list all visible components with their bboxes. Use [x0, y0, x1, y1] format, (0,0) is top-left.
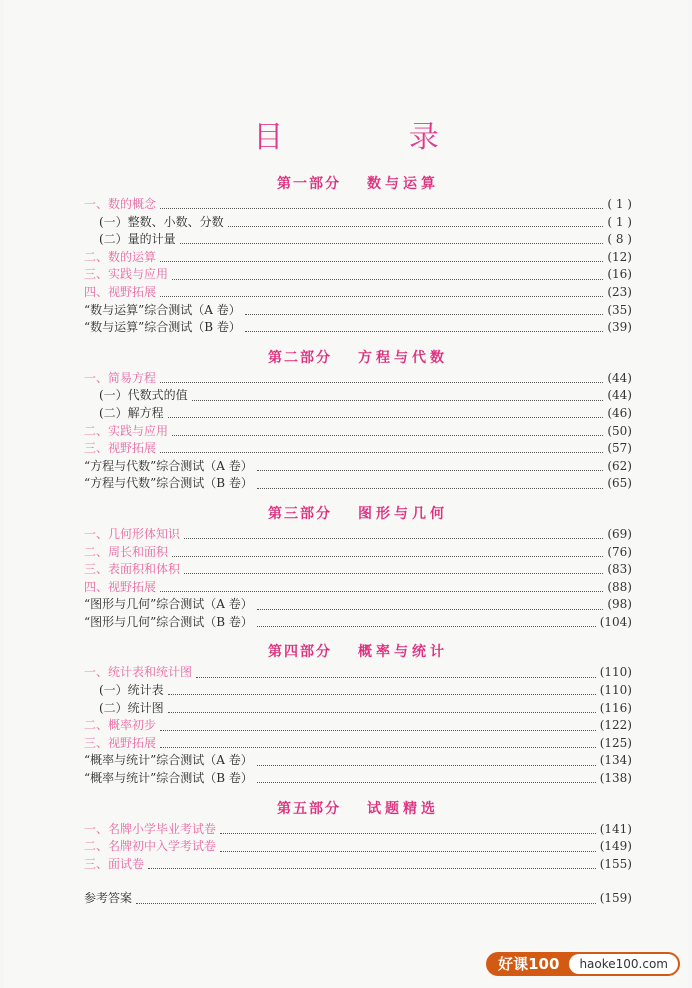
leader-dots	[168, 407, 604, 418]
toc-entry-label: “图形与几何”综合测试（A 卷）	[84, 597, 253, 612]
toc-page-number: ( 1 )	[607, 214, 632, 229]
leader-dots	[160, 251, 603, 262]
toc-page-number: (12)	[607, 249, 632, 264]
toc-page-number: ( 8 )	[607, 232, 632, 247]
toc-entry[interactable]	[84, 231, 632, 249]
toc-entry-label: 一、几何形体知识	[84, 526, 181, 541]
toc-entry[interactable]	[84, 838, 632, 856]
section-heading	[84, 793, 632, 821]
toc-entry-label: 一、名牌小学毕业考试卷	[84, 821, 217, 836]
toc-entry[interactable]	[84, 614, 632, 632]
section-name: 方程与代数	[358, 349, 448, 366]
toc-sections	[84, 168, 632, 878]
toc-page-number: (46)	[607, 405, 632, 420]
toc-page-number: (149)	[599, 839, 632, 854]
toc-entry-label: 三、实践与应用	[84, 267, 169, 282]
leader-dots	[172, 269, 603, 280]
leader-dots	[160, 372, 603, 383]
toc-entry[interactable]	[84, 284, 632, 302]
toc-entry[interactable]	[84, 214, 632, 232]
toc-entry-label: 三、视野拓展	[84, 735, 157, 750]
page-title: 目 录	[253, 120, 497, 155]
toc-entry-label: “数与运算”综合测试（B 卷）	[84, 320, 241, 335]
toc-entry-label: “方程与代数”综合测试（B 卷）	[84, 476, 253, 491]
toc-entry[interactable]	[84, 370, 632, 388]
toc-page-number: (98)	[607, 597, 632, 612]
section-heading	[84, 342, 632, 370]
toc-entry-label: 二、概率初步	[84, 718, 157, 733]
toc-entry-answers[interactable]	[84, 890, 632, 908]
toc-entry-label: 三、表面积和体积	[84, 562, 181, 577]
toc-page-number: (110)	[599, 683, 632, 698]
section-number: 第四部分	[268, 644, 332, 661]
toc-page-number: (141)	[599, 821, 632, 836]
toc-entry[interactable]	[84, 249, 632, 267]
section-name: 概率与统计	[358, 644, 448, 661]
section-heading	[84, 636, 632, 664]
toc-entry-label: 二、实践与应用	[84, 423, 169, 438]
table-of-contents	[84, 168, 632, 908]
toc-page-number: (65)	[607, 476, 632, 491]
leader-dots	[168, 684, 596, 695]
toc-entry[interactable]	[84, 856, 632, 874]
toc-entry[interactable]	[84, 664, 632, 682]
section-heading	[84, 498, 632, 526]
leader-dots	[257, 772, 596, 783]
section-number: 第三部分	[268, 505, 332, 522]
leader-dots	[160, 442, 603, 453]
toc-page-number: (122)	[599, 718, 632, 733]
toc-page-number: (134)	[599, 753, 632, 768]
toc-entry-label: “方程与代数”综合测试（A 卷）	[84, 458, 253, 473]
leader-dots	[245, 304, 604, 315]
toc-entry[interactable]	[84, 475, 632, 493]
leader-dots	[160, 720, 596, 731]
toc-entry[interactable]	[84, 682, 632, 700]
toc-entry-label: 参考答案	[84, 891, 133, 906]
section-number: 第五部分	[277, 800, 341, 817]
watermark-logo	[486, 952, 680, 976]
toc-entry[interactable]	[84, 700, 632, 718]
toc-entry-label: (一）统计表	[99, 683, 164, 698]
toc-entry-label: “图形与几何”综合测试（B 卷）	[84, 614, 253, 629]
section-name: 试题精选	[367, 800, 439, 817]
leader-dots	[245, 321, 603, 332]
toc-page-number: (159)	[599, 891, 632, 906]
toc-page-number: (16)	[607, 267, 632, 282]
leader-dots	[160, 198, 603, 209]
toc-page-number: (104)	[599, 614, 632, 629]
leader-dots	[196, 667, 596, 678]
leader-dots	[148, 858, 596, 869]
toc-entry-label: 一、数的概念	[84, 197, 157, 211]
toc-page-number: (44)	[607, 388, 632, 403]
toc-entry[interactable]	[84, 319, 632, 337]
leader-dots	[192, 390, 604, 401]
leader-dots	[180, 233, 604, 244]
toc-page-number: (125)	[599, 735, 632, 750]
leader-dots	[257, 616, 596, 627]
toc-entry[interactable]	[84, 440, 632, 458]
toc-page-number: (155)	[599, 856, 632, 871]
toc-entry[interactable]	[84, 302, 632, 320]
toc-page-number: (116)	[599, 700, 632, 715]
toc-entry[interactable]	[84, 423, 632, 441]
toc-entry[interactable]	[84, 821, 632, 839]
toc-page-number: (62)	[607, 458, 632, 473]
toc-entry-label: “概率与统计”综合测试（A 卷）	[84, 753, 253, 768]
toc-entry-label: 三、面试卷	[84, 856, 145, 871]
toc-entry-label: 四、视野拓展	[84, 284, 157, 299]
toc-page-number: (50)	[607, 423, 632, 438]
toc-page-number: (76)	[607, 544, 632, 559]
toc-entry-label: “概率与统计”综合测试（B 卷）	[84, 771, 253, 786]
toc-entry[interactable]	[84, 561, 632, 579]
leader-dots	[160, 286, 603, 297]
toc-entry-label: 三、视野拓展	[84, 441, 157, 456]
toc-entry[interactable]	[84, 735, 632, 753]
toc-entry-label: 四、视野拓展	[84, 579, 157, 594]
toc-page-number: (138)	[599, 771, 632, 786]
section-number: 第一部分	[277, 176, 341, 192]
toc-page-number: (35)	[607, 302, 632, 317]
leader-dots	[184, 563, 603, 574]
section-number: 第二部分	[268, 349, 332, 366]
toc-entry[interactable]	[84, 266, 632, 284]
leader-dots	[257, 478, 603, 489]
leader-dots	[184, 528, 603, 539]
toc-entry-label: (二）统计图	[99, 700, 164, 715]
leader-dots	[160, 737, 596, 748]
toc-entry[interactable]	[84, 526, 632, 544]
leader-dots	[257, 460, 604, 471]
toc-page-number: (57)	[607, 441, 632, 456]
toc-entry-label: (一）整数、小数、分数	[99, 214, 224, 229]
toc-entry[interactable]	[84, 752, 632, 770]
toc-page-number: (88)	[607, 579, 632, 594]
toc-entry[interactable]	[84, 405, 632, 423]
watermark-brand: 好课100	[498, 955, 560, 973]
toc-entry[interactable]	[84, 196, 632, 214]
toc-entry[interactable]	[84, 770, 632, 788]
toc-page	[4, 0, 688, 988]
section-heading	[84, 168, 632, 196]
toc-entry-label: 一、统计表和统计图	[84, 665, 193, 680]
leader-dots	[257, 599, 604, 610]
toc-page-number: (83)	[607, 562, 632, 577]
toc-entry[interactable]	[84, 458, 632, 476]
toc-entry-label: (二）解方程	[99, 405, 164, 420]
watermark-url: haoke100.com	[569, 954, 678, 974]
toc-page-number: (110)	[599, 665, 632, 680]
section-name: 图形与几何	[358, 505, 448, 522]
toc-entry-label: 二、周长和面积	[84, 544, 169, 559]
toc-entry-label: 二、数的运算	[84, 249, 157, 264]
toc-entry[interactable]	[84, 544, 632, 562]
toc-page-number: (69)	[607, 526, 632, 541]
toc-entry-label: “数与运算”综合测试（A 卷）	[84, 302, 241, 317]
leader-dots	[160, 581, 603, 592]
toc-page-number: (44)	[607, 370, 632, 385]
toc-page-number: ( 1 )	[607, 197, 632, 211]
toc-entry[interactable]	[84, 579, 632, 597]
leader-dots	[228, 216, 604, 227]
toc-entry-label: (一）代数式的值	[99, 388, 188, 403]
leader-dots	[220, 841, 596, 852]
section-name: 数与运算	[367, 176, 439, 192]
toc-entry-label: 一、简易方程	[84, 370, 157, 385]
leader-dots	[168, 702, 596, 713]
toc-entry[interactable]	[84, 387, 632, 405]
toc-page-number: (23)	[607, 284, 632, 299]
leader-dots	[172, 546, 603, 557]
section-gap	[84, 873, 632, 878]
toc-entry-label: 二、名牌初中入学考试卷	[84, 839, 217, 854]
toc-page-number: (39)	[607, 320, 632, 335]
leader-dots	[220, 823, 596, 834]
toc-entry-label: (二）量的计量	[99, 232, 176, 247]
leader-dots	[257, 755, 596, 766]
toc-entry[interactable]	[84, 596, 632, 614]
leader-dots	[172, 425, 603, 436]
leader-dots	[136, 893, 596, 904]
toc-entry[interactable]	[84, 717, 632, 735]
